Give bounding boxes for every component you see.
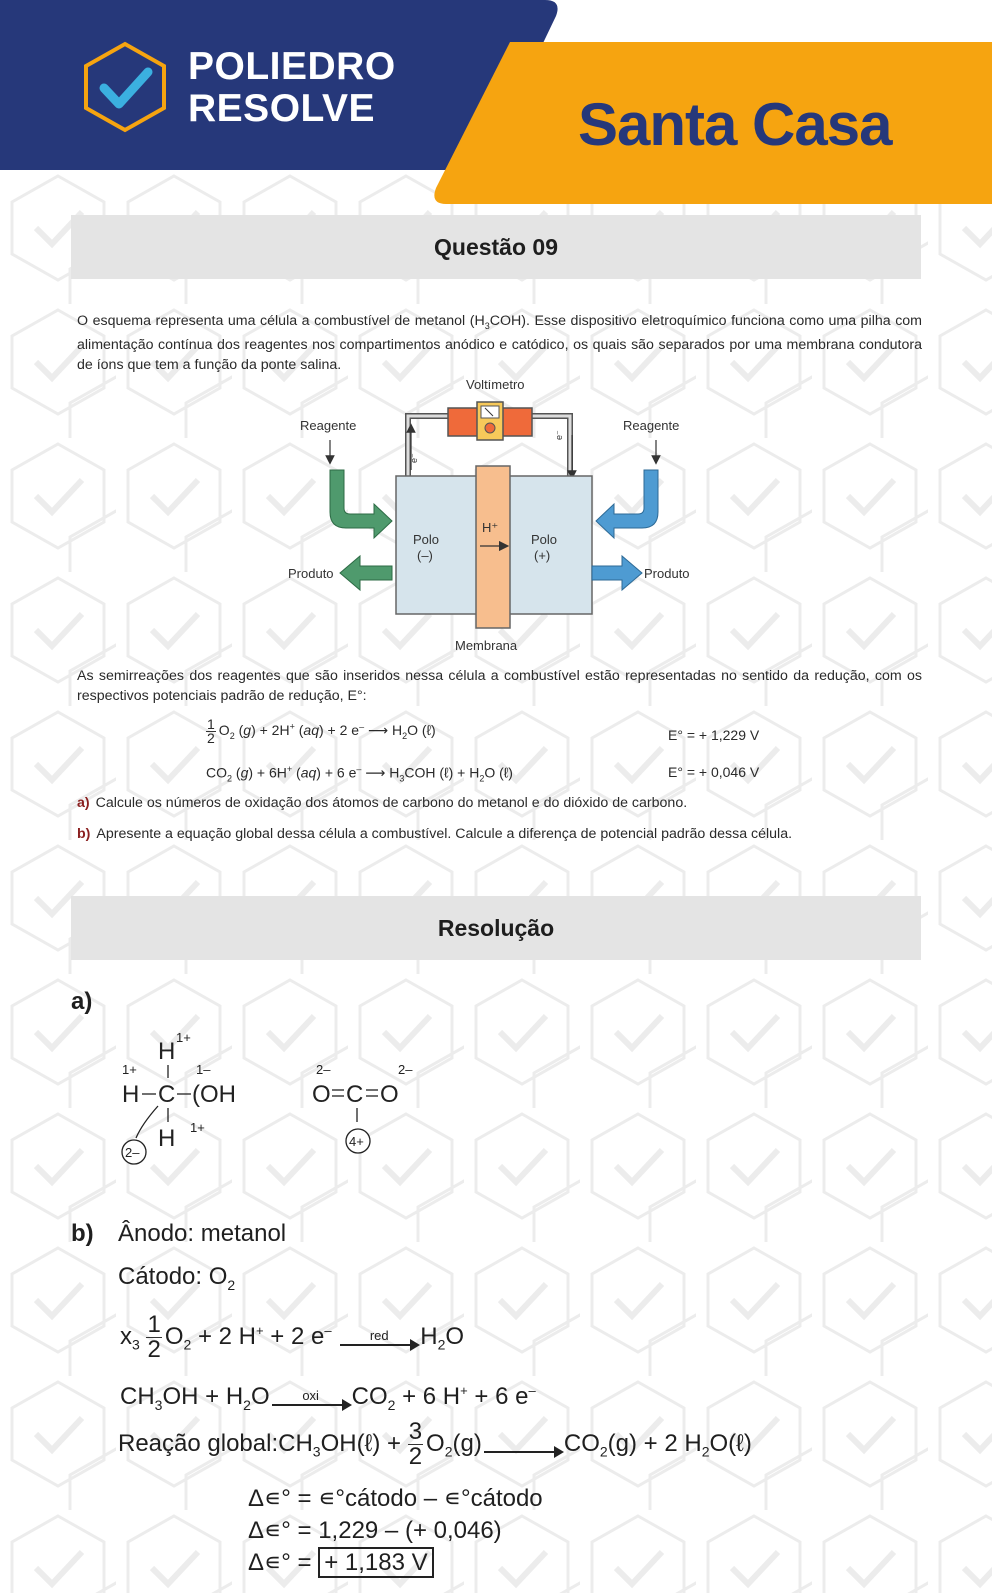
semi-reaction-1: $\frac{1}{2}$ $O_2$ (g) + 2H+ (aq) + 2 e– ⟶ $H_2O$ (ℓ): [207, 716, 436, 746]
reduction-half-reaction: $x_3$ $\frac{1}{2}$ $O_2 + 2$ H+ + 2 e– red $H_2O$: [120, 1311, 465, 1363]
question-title: Questão 09: [434, 233, 558, 260]
polo-right-label: Polo: [531, 532, 558, 547]
semi-reactions-text: As semirreações dos reagentes que são inseridos nessa célula a combustível estão representadas no sentido da redução, com os respectivos potenciais padrão de redução, E°:: [77, 668, 922, 704]
global-reaction: Reação $global:CH_3OH(\ell)$ + $\frac{3}{2}$ $O_2(g)$ $CO_2(g) + 2$ $H_2O(\ell)$: [118, 1418, 752, 1470]
svg-text:H: H: [122, 1081, 140, 1108]
resolution-title-bar: [71, 896, 921, 960]
produto-left-label: Produto: [288, 566, 334, 581]
svg-text:H: H: [158, 1125, 176, 1152]
svg-text:1–: 1–: [196, 1062, 211, 1077]
svg-text:2–: 2–: [125, 1145, 140, 1160]
intro-part-2: COH). Esse dispositivo eletroquímico funciona como uma pilha com alimentação contínua dos reagentes nos compartimentos anódico e catódico, os quais são separados por uma membrana condutora de íons que tem a função da ponte salina.: [77, 313, 923, 373]
brand-logo-text: [188, 46, 396, 130]
reagente-right-label: Reagente: [623, 418, 680, 433]
oxi-label: oxi: [302, 1388, 319, 1404]
polo-left-sign: (–): [417, 548, 433, 563]
electron-label-right: e⁻: [554, 430, 564, 440]
item-b-text: Apresente a equação global dessa célula a combustível. Calcule a diferença de potencial padrão dessa célula.: [96, 826, 793, 842]
delta-line-3: [248, 1548, 434, 1577]
catodo-text: [118, 1263, 235, 1293]
reagente-left-label: Reagente: [300, 418, 357, 433]
item-a-text: Calcule os números de oxidação dos átomos de carbono do metanol e do dióxido de carbono.: [95, 795, 688, 811]
brand-line-2: RESOLVE: [188, 87, 375, 130]
svg-text:1+: 1+: [122, 1062, 137, 1077]
red-arrow: [340, 1329, 418, 1346]
delta3-prefix: Δ∊° =: [248, 1549, 312, 1576]
resolution-a-label: a): [71, 988, 93, 1015]
svg-text:O: O: [312, 1081, 331, 1108]
svg-text:1+: 1+: [190, 1120, 205, 1135]
intro-part-1: O esquema representa uma célula a combustível de metanol (H: [77, 313, 485, 329]
anodo-text: Ânodo: metanol: [118, 1220, 287, 1247]
item-b-label: b): [77, 826, 91, 842]
h-plus-label: H⁺: [482, 520, 499, 535]
oxi-arrow: [272, 1389, 350, 1406]
final-answer-box: + 1,183 V: [318, 1547, 433, 1578]
catodo-sub: 2: [227, 1276, 236, 1293]
semi-reaction-2: $CO_2$ (g) + 6H+ (aq) + 6 e– ⟶ $H_3COH$ (ℓ) + $H_2O$ (ℓ): [206, 764, 513, 784]
item-a-label: a): [77, 795, 90, 811]
membrana-label: Membrana: [455, 638, 518, 653]
electron-label-left: e⁻: [409, 453, 419, 463]
question-title-bar: [71, 215, 921, 279]
membrane: [476, 466, 510, 628]
potential-2: E° = + 0,046 V: [668, 764, 760, 780]
svg-text:1+: 1+: [176, 1030, 191, 1045]
svg-text:C: C: [346, 1081, 364, 1108]
exam-title: Santa Casa: [578, 91, 892, 158]
polo-left-label: Polo: [413, 532, 440, 547]
global-arrow: [484, 1436, 562, 1453]
question-item-a: [77, 795, 687, 811]
question-item-b: [77, 826, 792, 842]
question-intro: [77, 312, 922, 375]
brand-line-1: POLIEDRO: [188, 45, 396, 88]
catodo-prefix: Cátodo: O: [118, 1263, 228, 1290]
svg-text:H: H: [158, 1038, 176, 1065]
polo-right-sign: (+): [534, 548, 551, 563]
svg-text:2–: 2–: [316, 1062, 331, 1077]
produto-right-label: Produto: [644, 566, 690, 581]
delta-line-2: Δ∊° = 1,229 – (+ 0,046): [248, 1517, 502, 1544]
resolution-title: Resolução: [437, 914, 555, 941]
svg-text:O: O: [380, 1081, 399, 1108]
red-label: red: [369, 1328, 389, 1343]
potential-1: E° = + 1,229 V: [668, 727, 760, 743]
delta-line-1: Δ∊° = ∊°cátodo – ∊°cátodo: [248, 1485, 543, 1512]
oxidation-half-reaction: $CH_3OH + H_2O$ oxi $CO_2 + 6$ H+ + 6 e–: [120, 1383, 536, 1413]
resolution-b-label: b): [71, 1220, 94, 1247]
svg-text:(OH: (OH: [192, 1081, 236, 1108]
svg-text:C: C: [158, 1081, 176, 1108]
svg-text:2–: 2–: [398, 1062, 413, 1077]
global-label: Reação global:: [118, 1429, 279, 1457]
svg-text:4+: 4+: [349, 1134, 364, 1149]
intro-subscript: 3: [484, 320, 490, 331]
voltimetro-label: Voltímetro: [466, 380, 525, 392]
fuel-cell-diagram: [280, 380, 720, 660]
oxidation-number-structures: [112, 1028, 442, 1178]
